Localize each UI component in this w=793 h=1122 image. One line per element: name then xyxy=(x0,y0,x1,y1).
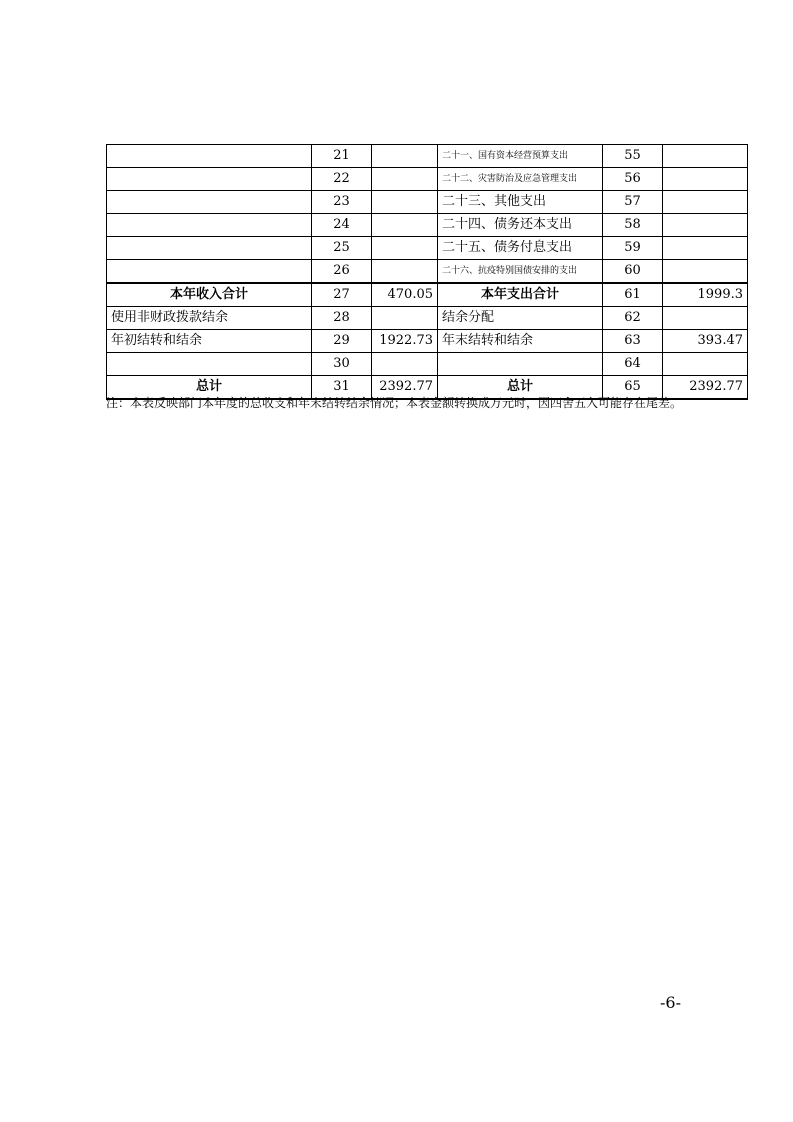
table-row xyxy=(107,260,748,284)
table-note: 注：本表反映部门本年度的总收支和年末结转结余情况；本表金额转换成万元时，因四舍五入可能存在尾差。 xyxy=(106,396,683,410)
right-line-number: 56 xyxy=(603,168,663,191)
right-amount: 1999.3 xyxy=(663,283,748,307)
left-item-label: 使用非财政拨款结余 xyxy=(107,307,312,330)
right-line-number: 55 xyxy=(603,145,663,168)
left-line-number: 27 xyxy=(312,283,372,307)
left-line-number: 29 xyxy=(312,330,372,353)
left-amount xyxy=(372,353,438,376)
right-item-label: 二十六、抗疫特别国债安排的支出 xyxy=(438,260,603,284)
right-amount xyxy=(663,353,748,376)
left-line-number: 25 xyxy=(312,237,372,260)
left-line-number: 22 xyxy=(312,168,372,191)
left-item-label xyxy=(107,214,312,237)
left-amount xyxy=(372,237,438,260)
left-line-number: 30 xyxy=(312,353,372,376)
table-row xyxy=(107,353,748,376)
right-line-number: 65 xyxy=(603,376,663,400)
right-line-number: 62 xyxy=(603,307,663,330)
right-line-number: 59 xyxy=(603,237,663,260)
right-item-label: 二十四、债务还本支出 xyxy=(438,214,603,237)
right-amount: 2392.77 xyxy=(663,376,748,400)
left-item-label: 本年收入合计 xyxy=(107,283,312,307)
table-row xyxy=(107,191,748,214)
left-item-label: 年初结转和结余 xyxy=(107,330,312,353)
right-item-label: 总计 xyxy=(438,376,603,400)
left-item-label: 总计 xyxy=(107,376,312,400)
left-item-label xyxy=(107,260,312,284)
right-item-label: 结余分配 xyxy=(438,307,603,330)
right-item-label: 本年支出合计 xyxy=(438,283,603,307)
right-item-label: 二十一、国有资本经营预算支出 xyxy=(438,145,603,168)
right-amount xyxy=(663,214,748,237)
left-amount: 1922.73 xyxy=(372,330,438,353)
left-amount xyxy=(372,214,438,237)
table-row xyxy=(107,145,748,168)
left-item-label xyxy=(107,145,312,168)
left-item-label xyxy=(107,237,312,260)
table-row xyxy=(107,214,748,237)
right-line-number: 58 xyxy=(603,214,663,237)
left-amount xyxy=(372,168,438,191)
right-item-label: 二十五、债务付息支出 xyxy=(438,237,603,260)
left-item-label xyxy=(107,353,312,376)
left-line-number: 21 xyxy=(312,145,372,168)
right-amount xyxy=(663,237,748,260)
left-amount xyxy=(372,145,438,168)
left-line-number: 23 xyxy=(312,191,372,214)
right-amount xyxy=(663,191,748,214)
left-amount xyxy=(372,191,438,214)
left-amount xyxy=(372,260,438,284)
table-row xyxy=(107,168,748,191)
right-line-number: 64 xyxy=(603,353,663,376)
right-line-number: 57 xyxy=(603,191,663,214)
right-line-number: 60 xyxy=(603,260,663,284)
left-amount: 2392.77 xyxy=(372,376,438,400)
left-line-number: 24 xyxy=(312,214,372,237)
right-amount xyxy=(663,307,748,330)
right-line-number: 61 xyxy=(603,283,663,307)
left-amount xyxy=(372,307,438,330)
left-item-label xyxy=(107,191,312,214)
right-line-number: 63 xyxy=(603,330,663,353)
right-amount: 393.47 xyxy=(663,330,748,353)
left-line-number: 31 xyxy=(312,376,372,400)
table-row xyxy=(107,283,748,307)
table-row xyxy=(107,307,748,330)
left-amount: 470.05 xyxy=(372,283,438,307)
left-line-number: 26 xyxy=(312,260,372,284)
table-row xyxy=(107,237,748,260)
financial-summary-table xyxy=(106,144,748,400)
left-line-number: 28 xyxy=(312,307,372,330)
right-item-label xyxy=(438,353,603,376)
table-row xyxy=(107,330,748,353)
right-amount xyxy=(663,260,748,284)
right-item-label: 年末结转和结余 xyxy=(438,330,603,353)
page-number: -6- xyxy=(660,993,681,1012)
right-amount xyxy=(663,168,748,191)
right-item-label: 二十二、灾害防治及应急管理支出 xyxy=(438,168,603,191)
right-amount xyxy=(663,145,748,168)
right-item-label: 二十三、其他支出 xyxy=(438,191,603,214)
left-item-label xyxy=(107,168,312,191)
